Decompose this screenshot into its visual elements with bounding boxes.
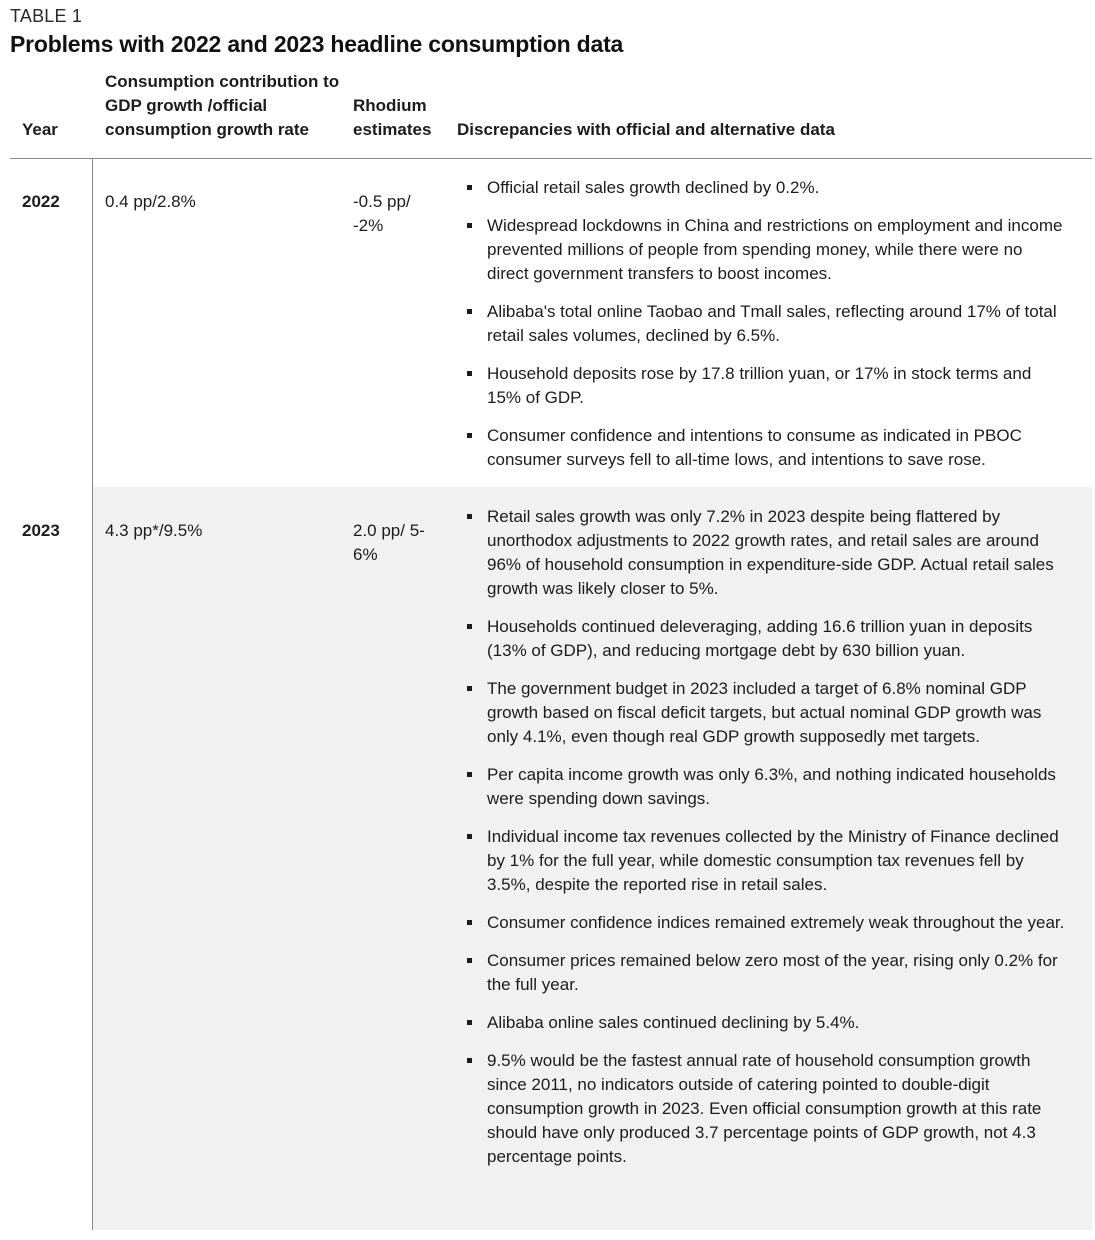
list-item — [465, 362, 1065, 410]
list-item — [465, 176, 1065, 200]
rhodium-cell: -0.5 pp/ -2% — [353, 192, 411, 235]
list-item — [465, 214, 1065, 286]
contribution-cell: 4.3 pp*/9.5% — [105, 521, 203, 540]
list-item — [465, 424, 1065, 472]
bullet-marker-icon — [467, 920, 472, 925]
bullet-marker-icon — [467, 1020, 472, 1025]
year-cell: 2022 — [22, 192, 60, 211]
bullet-text: Official retail sales growth declined by 0.2%. — [487, 178, 820, 197]
list-item — [465, 949, 1065, 997]
table-kicker: TABLE 1 — [10, 6, 83, 26]
bullet-marker-icon — [467, 223, 472, 228]
bullet-text: Per capita income growth was only 6.3%, and nothing indicated households were spending down savings. — [487, 765, 1056, 808]
bullet-text: Consumer confidence indices remained extremely weak throughout the year. — [487, 913, 1065, 932]
header-year: Year — [22, 120, 58, 139]
rhodium-cell: 2.0 pp/ 5-6% — [353, 521, 425, 564]
list-item — [465, 825, 1065, 897]
table-row-2022 — [10, 159, 1092, 487]
bullet-text: Individual income tax revenues collected by the Ministry of Finance declined by 1% for the full year, while domestic consumption tax revenues fell by 3.5%, despite the reported rise in retail sales. — [487, 827, 1059, 894]
bullet-text: Consumer prices remained below zero most of the year, rising only 0.2% for the full year. — [487, 951, 1058, 994]
bullet-marker-icon — [467, 1058, 472, 1063]
year-cell: 2023 — [22, 521, 60, 540]
bullet-marker-icon — [467, 514, 472, 519]
table-row-2023 — [10, 487, 1092, 1230]
year-column-divider — [92, 159, 93, 1230]
bullet-marker-icon — [467, 433, 472, 438]
year-column-background — [10, 487, 92, 1230]
bullet-text: Alibaba's total online Taobao and Tmall sales, reflecting around 17% of total retail sales volumes, declined by 6.5%. — [487, 302, 1057, 345]
list-item — [465, 300, 1065, 348]
list-item — [465, 911, 1065, 935]
bullet-marker-icon — [467, 624, 472, 629]
header-contribution: Consumption contribution to GDP growth /official consumption growth rate — [105, 72, 340, 139]
list-item — [465, 505, 1065, 601]
bullet-text: The government budget in 2023 included a target of 6.8% nominal GDP growth based on fiscal deficit targets, but actual nominal GDP growth was only 4.1%, even though real GDP growth supposedly met targets. — [487, 679, 1042, 746]
bullet-marker-icon — [467, 834, 472, 839]
bullet-text: Households continued deleveraging, adding 16.6 trillion yuan in deposits (13% of GDP), and reducing mortgage debt by 630 billion yuan. — [487, 617, 1033, 660]
table-title: Problems with 2022 and 2023 headline consumption data — [10, 31, 624, 57]
bullet-marker-icon — [467, 958, 472, 963]
bullet-text: Consumer confidence and intentions to consume as indicated in PBOC consumer surveys fell to all-time lows, and intentions to save rose. — [487, 426, 1022, 469]
bullet-marker-icon — [467, 686, 472, 691]
list-item — [465, 615, 1065, 663]
bullet-marker-icon — [467, 309, 472, 314]
discrepancy-list — [465, 505, 1065, 1183]
header-divider — [10, 158, 1092, 159]
list-item — [465, 763, 1065, 811]
bullet-marker-icon — [467, 371, 472, 376]
list-item — [465, 1011, 1065, 1035]
bullet-text: Widespread lockdowns in China and restrictions on employment and income prevented millions of people from spending money, while there were no direct government transfers to boost incomes. — [487, 216, 1063, 283]
bullet-text: 9.5% would be the fastest annual rate of household consumption growth since 2011, no indicators outside of catering pointed to double-digit consumption growth in 2023. Even official consumption growth at this rate should have only produced 3.7 percentage points of GDP growth, not 4.3 percentage points. — [487, 1051, 1042, 1166]
bullet-marker-icon — [467, 185, 472, 190]
list-item — [465, 1049, 1065, 1169]
header-rhodium-estimates: Rhodium estimates — [353, 96, 432, 139]
header-discrepancies: Discrepancies with official and alternative data — [457, 120, 835, 139]
list-item — [465, 677, 1065, 749]
bullet-text: Alibaba online sales continued declining by 5.4%. — [487, 1013, 860, 1032]
bullet-text: Retail sales growth was only 7.2% in 2023 despite being flattered by unorthodox adjustments to 2022 growth rates, and retail sales are around 96% of household consumption in expenditure-side GDP. Actual retail sales growth was likely closer to 5%. — [487, 507, 1054, 598]
discrepancy-list — [465, 176, 1065, 486]
bullet-marker-icon — [467, 772, 472, 777]
bullet-text: Household deposits rose by 17.8 trillion yuan, or 17% in stock terms and 15% of GDP. — [487, 364, 1032, 407]
contribution-cell: 0.4 pp/2.8% — [105, 192, 196, 211]
